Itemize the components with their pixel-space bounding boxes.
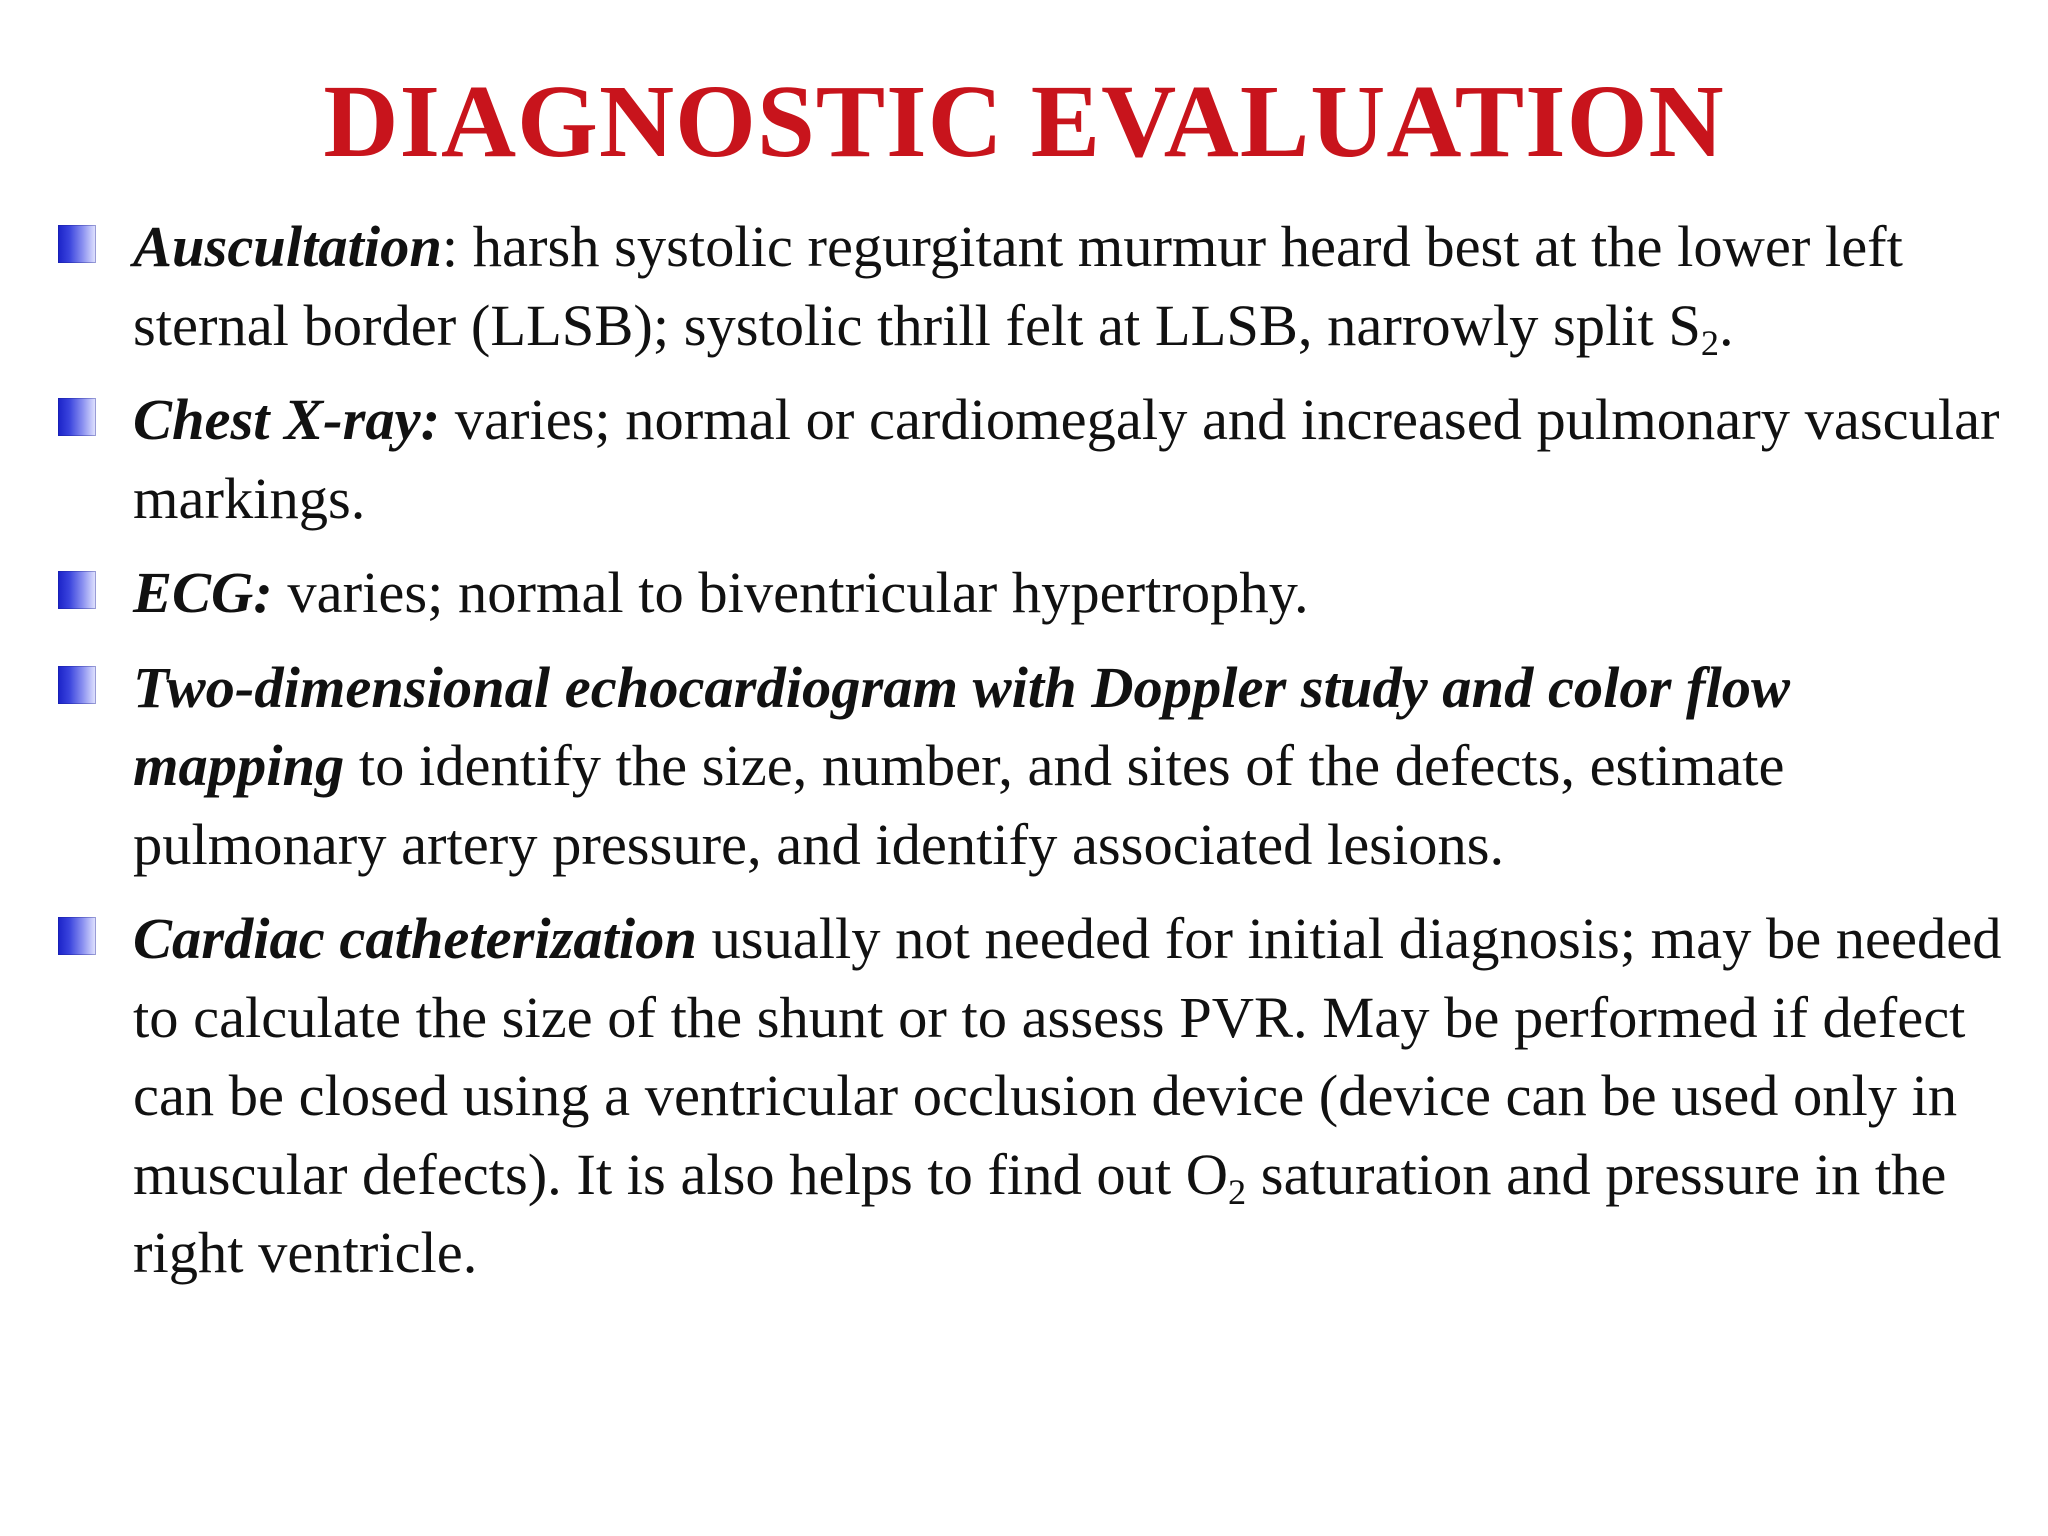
bullet-term: ECG: bbox=[133, 560, 273, 625]
bullet-term: Chest X-ray: bbox=[133, 387, 441, 452]
bullet-term: Cardiac catheterization bbox=[133, 906, 697, 971]
slide-title: DIAGNOSTIC EVALUATION bbox=[323, 64, 1725, 179]
subscript: 2 bbox=[1700, 322, 1720, 363]
bullet-term: Two-dimensional echocardiogram with Doppler study and color flow mapping bbox=[133, 654, 1791, 798]
bullet-text-end: saturation and pressure in the right ventricle. bbox=[133, 1141, 1947, 1285]
square-gradient-bullet-icon bbox=[58, 398, 96, 436]
bullet-text: varies; normal or cardiomegaly and increased pulmonary vascular markings. bbox=[133, 387, 2000, 531]
bullet-text-end: . bbox=[1719, 292, 1734, 358]
square-gradient-bullet-icon bbox=[58, 666, 96, 704]
bullet-text: to identify the size, number, and sites of the defects, estimate pulmonary artery pressure, and identify associated lesions. bbox=[133, 733, 1785, 877]
list-item-chest-xray bbox=[0, 381, 2048, 538]
square-gradient-bullet-icon bbox=[58, 917, 96, 955]
bullet-list bbox=[0, 208, 2048, 1309]
list-item-echocardiogram bbox=[0, 649, 2048, 885]
square-gradient-bullet-icon bbox=[58, 225, 96, 263]
subscript: 2 bbox=[1228, 1171, 1247, 1212]
bullet-term: Auscultation bbox=[133, 214, 442, 279]
list-item-auscultation bbox=[0, 208, 2048, 365]
bullet-text: usually not needed for initial diagnosis; may be needed to calculate the size of the shunt or to assess PVR. May be performed if defect can be closed using a ventricular occlusion device (device can be used only in muscular defects). It is also helps to find out O bbox=[133, 906, 2002, 1207]
list-item-cardiac-catheterization bbox=[0, 900, 2048, 1293]
list-item-ecg bbox=[0, 554, 2048, 633]
bullet-text: varies; normal to biventricular hypertrophy. bbox=[272, 560, 1309, 625]
bullet-text: : harsh systolic regurgitant murmur heard best at the lower left sternal border (LLSB); systolic thrill felt at LLSB, narrowly split S bbox=[133, 214, 1903, 358]
square-gradient-bullet-icon bbox=[58, 571, 96, 609]
